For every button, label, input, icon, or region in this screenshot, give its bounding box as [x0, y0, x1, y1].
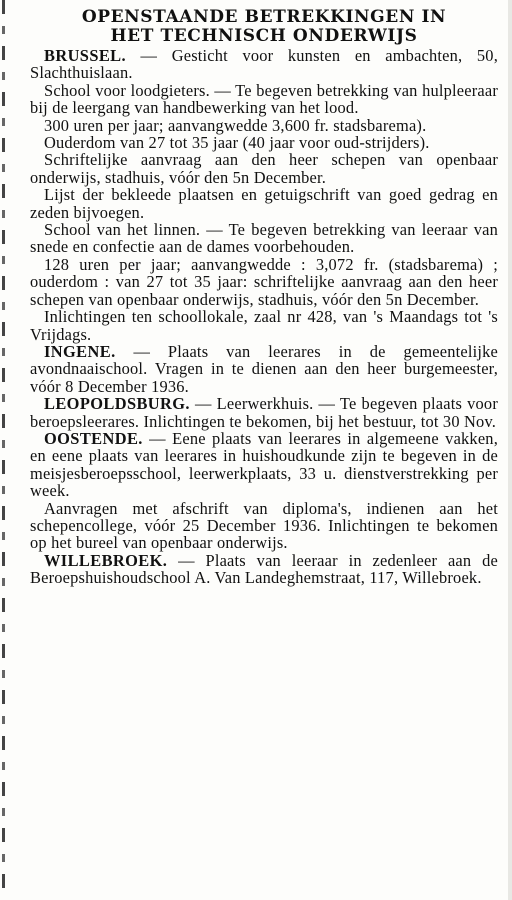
paragraph-text: — Eene plaats van leerares in algemeene vakken, en eene plaats van leerares in huishoudkunde zijn te begeven in de meisjesberoepsschool, leerwerkplaats, 33 u. dienstverstrekking per week.: [30, 428, 498, 501]
paragraph: [30, 308, 498, 343]
paragraph: [30, 186, 498, 221]
page-edge: [508, 0, 512, 900]
paragraph: [30, 343, 498, 395]
paragraph: [30, 117, 498, 134]
paragraph-text: Inlichtingen ten schoollokale, zaal nr 428, van 's Maandags tot 's Vrijdags.: [30, 307, 498, 344]
paragraph-text: — Plaats van leeraar in zedenleer aan de Beroepshuishoudschool A. Van Landeghemstraat, 117, Willebroek.: [30, 550, 498, 588]
place-name: WILLEBROEK.: [44, 550, 168, 570]
place-name: LEOPOLDSBURG.: [44, 394, 190, 414]
paragraph: [30, 134, 498, 151]
place-name: BRUSSEL.: [44, 46, 126, 65]
paragraph-text: Ouderdom van 27 tot 35 jaar (40 jaar voor oud-strijders).: [44, 133, 430, 153]
paragraph: [30, 256, 498, 308]
paragraph: [30, 221, 498, 256]
paragraph-text: Schriftelijke aanvraag aan den heer schepen van openbaar onderwijs, stadhuis, vóór den 5n December.: [30, 150, 498, 187]
paragraph-text: Lijst der bekleede plaatsen en getuigschrift van goed gedrag en zeden bijvoegen.: [30, 185, 498, 222]
paragraph-text: Aanvragen met afschrift van diploma's, indienen aan het schepencollege, vóór 25 December 1936. Inlichtingen te bekomen op het bureel van openbaar onderwijs.: [30, 498, 498, 553]
title-line-2: HET TECHNISCH ONDERWIJS: [110, 26, 418, 46]
paragraph-text: School voor loodgieters. — Te begeven betrekking van hulpleeraar bij de leergang van handbewerking van het lood.: [30, 80, 498, 118]
paragraph: [30, 552, 498, 587]
paragraph: [30, 395, 498, 430]
title-line-1: OPENSTAANDE BETREKKINGEN IN: [81, 7, 447, 27]
place-name: OOSTENDE.: [44, 428, 143, 448]
paragraph-text: 300 uren per jaar; aanvangwedde 3,600 fr. stadsbarema).: [44, 115, 427, 135]
paragraph: [30, 82, 498, 117]
paragraph: [30, 500, 498, 552]
paragraph-text: — Gesticht voor kunsten en ambachten, 50, Slachthuislaan.: [30, 46, 498, 83]
paragraph-text: 128 uren per jaar; aanvangwedde : 3,072 fr. (stadsbarema) ; ouderdom : van 27 tot 35 jaar: schriftelijke aanvraag aan den heer schepen van openbaar onderwijs, stadhuis, vóór den 5n December.: [30, 254, 498, 309]
paragraph: [30, 151, 498, 186]
place-name: INGENE.: [44, 341, 116, 361]
article-body: [30, 47, 498, 587]
paragraph: [30, 430, 498, 500]
paragraph-text: School van het linnen. — Te begeven betrekking van leeraar van snede en confectie aan de dames voorbehouden.: [30, 220, 498, 257]
article-title: [30, 8, 498, 46]
column-rule: [2, 0, 5, 900]
newspaper-article: [30, 8, 498, 587]
paragraph-text: — Leerwerkhuis. — Te begeven plaats voor beroepsleerares. Inlichtingen te bekomen, bij het bestuur, tot 30 Nov.: [30, 394, 498, 431]
paragraph-text: — Plaats van leerares in de gemeentelijke avondnaaischool. Vragen in te dienen aan den heer burgemeester, vóór 8 December 1936.: [30, 341, 498, 396]
paragraph: [30, 47, 498, 82]
